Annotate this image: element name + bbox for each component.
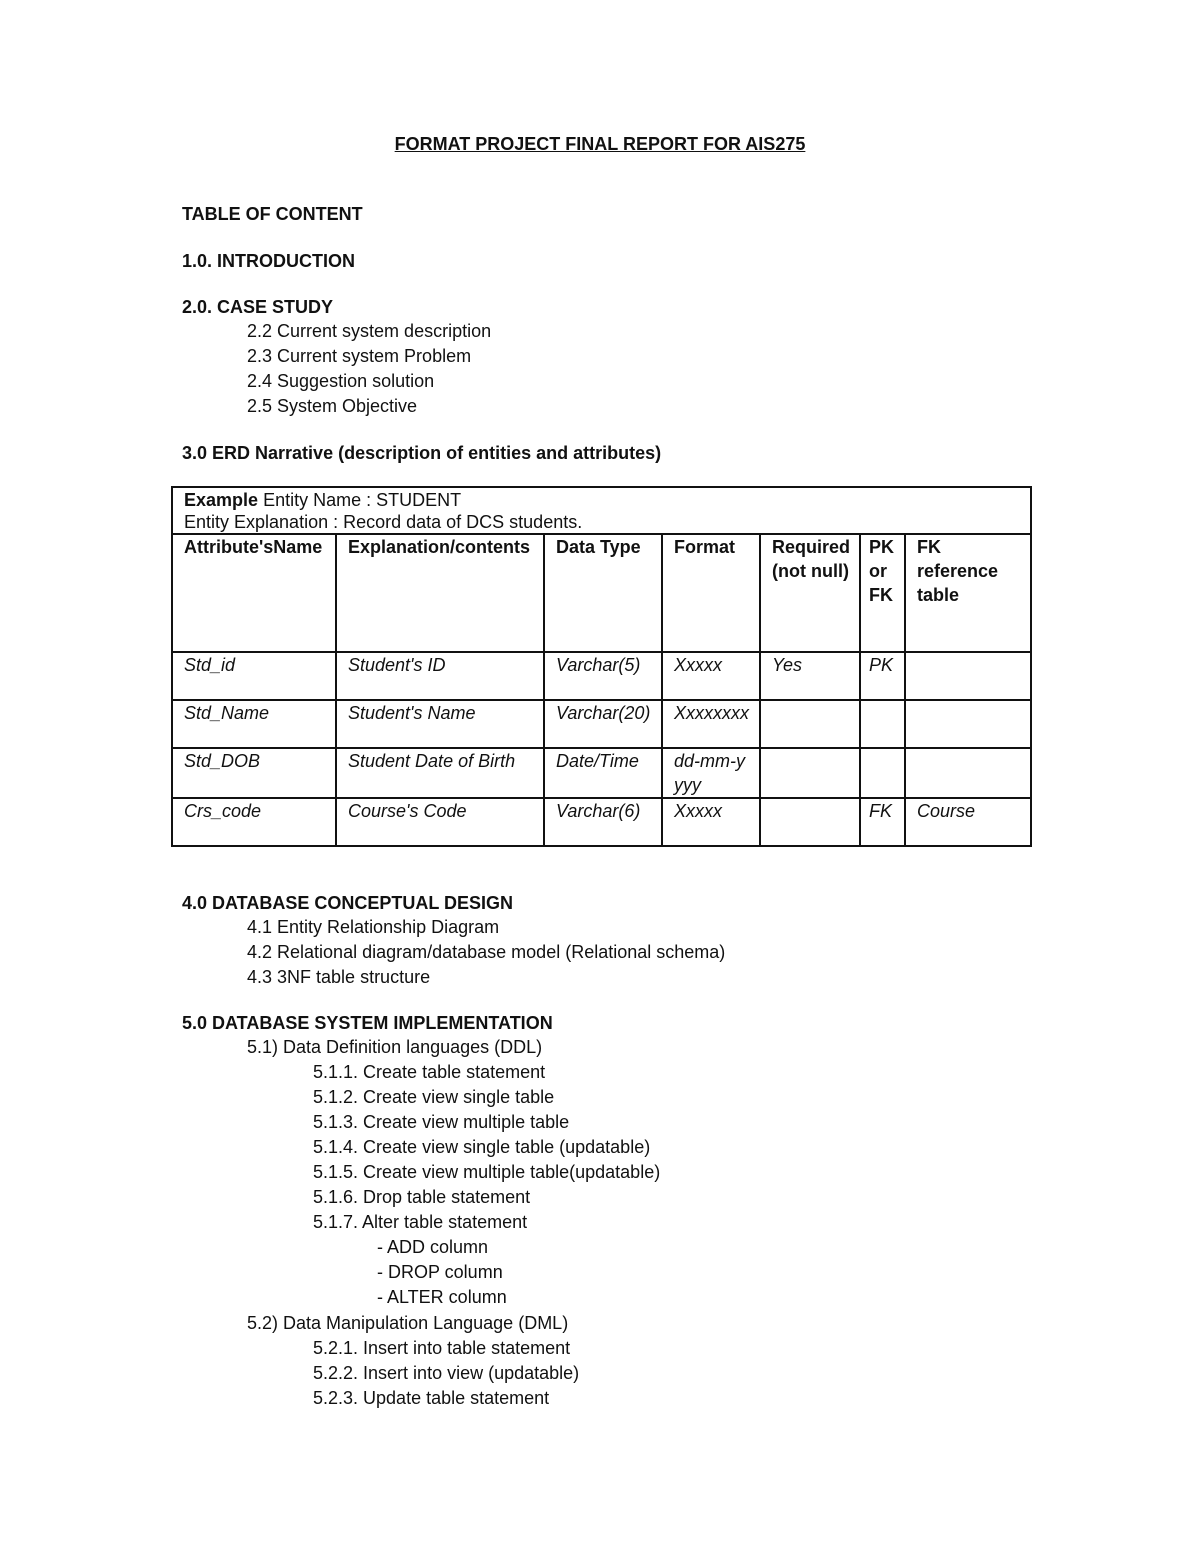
alter-item: - ADD column	[377, 1237, 489, 1257]
table-cell	[905, 700, 1031, 748]
entity-explanation: Entity Explanation : Record data of DCS students.	[184, 512, 583, 532]
table-cell: Varchar(6)	[544, 798, 662, 846]
case-study-item: 2.5 System Objective	[247, 396, 418, 416]
ddl-heading: 5.1) Data Definition languages (DDL)	[247, 1037, 543, 1057]
ddl-item: 5.1.7. Alter table statement	[313, 1212, 528, 1232]
alter-item: - DROP column	[377, 1262, 503, 1282]
ddl-item: 5.1.4. Create view single table (updatable)	[313, 1137, 651, 1157]
table-row	[172, 700, 1031, 748]
dml-heading: 5.2) Data Manipulation Language (DML)	[247, 1313, 569, 1333]
table-cell: PK	[860, 652, 905, 700]
dml-item: 5.2.2. Insert into view (updatable)	[313, 1363, 580, 1383]
case-study-item: 2.3 Current system Problem	[247, 346, 472, 366]
case-study-item: 2.2 Current system description	[247, 321, 492, 341]
required-header-text: Required (not null)	[772, 537, 851, 581]
table-cell: Std_id	[172, 652, 336, 700]
table-cell: Varchar(5)	[544, 652, 662, 700]
erd-example-table	[171, 486, 1032, 847]
column-header: Attribute'sName	[172, 534, 336, 652]
table-cell	[860, 700, 905, 748]
table-cell: Student Date of Birth	[336, 748, 544, 798]
table-cell: FK	[860, 798, 905, 846]
table-cell	[760, 798, 860, 846]
entity-caption	[172, 487, 1031, 534]
section-case-study-heading: 2.0. CASE STUDY	[182, 297, 334, 317]
table-cell: Xxxxx	[662, 798, 760, 846]
table-cell: Date/Time	[544, 748, 662, 798]
dml-item: 5.2.3. Update table statement	[313, 1388, 550, 1408]
ddl-item: 5.1.5. Create view multiple table(updatable)	[313, 1162, 661, 1182]
table-cell: Xxxxxxxx	[662, 700, 760, 748]
table-cell: dd-mm-yyyy	[662, 748, 760, 798]
table-cell: Student's ID	[336, 652, 544, 700]
table-cell: Crs_code	[172, 798, 336, 846]
table-cell: Course's Code	[336, 798, 544, 846]
table-cell	[760, 748, 860, 798]
table-header-row	[172, 534, 1031, 652]
section-implementation-heading: 5.0 DATABASE SYSTEM IMPLEMENTATION	[182, 1013, 553, 1033]
column-header: PK or FK	[860, 534, 905, 652]
case-study-item: 2.4 Suggestion solution	[247, 371, 435, 391]
column-header: Explanation/contents	[336, 534, 544, 652]
table-cell	[760, 700, 860, 748]
table-row	[172, 748, 1031, 798]
entity-caption-row	[172, 487, 1031, 534]
table-cell: Yes	[760, 652, 860, 700]
column-header: FK reference table	[905, 534, 1031, 652]
conceptual-design-item: 4.1 Entity Relationship Diagram	[247, 917, 500, 937]
ddl-item: 5.1.6. Drop table statement	[313, 1187, 531, 1207]
ddl-item: 5.1.3. Create view multiple table	[313, 1112, 570, 1132]
table-cell: Course	[905, 798, 1031, 846]
dml-item: 5.2.1. Insert into table statement	[313, 1338, 571, 1358]
toc-heading: TABLE OF CONTENT	[182, 204, 363, 224]
table-cell	[905, 652, 1031, 700]
example-label: Example	[184, 490, 259, 510]
table-cell	[860, 748, 905, 798]
ddl-item: 5.1.2. Create view single table	[313, 1087, 555, 1107]
column-header	[760, 534, 860, 652]
section-introduction-heading: 1.0. INTRODUCTION	[182, 251, 356, 271]
column-header: Data Type	[544, 534, 662, 652]
table-cell: Student's Name	[336, 700, 544, 748]
section-erd-narrative-heading: 3.0 ERD Narrative (description of entities and attributes)	[182, 443, 662, 463]
table-row	[172, 652, 1031, 700]
column-header: Format	[662, 534, 760, 652]
alter-item: - ALTER column	[377, 1287, 507, 1307]
entity-name: Entity Name : STUDENT	[263, 490, 462, 510]
table-cell: Std_Name	[172, 700, 336, 748]
table-cell: Xxxxx	[662, 652, 760, 700]
table-cell: Std_DOB	[172, 748, 336, 798]
table-row	[172, 798, 1031, 846]
conceptual-design-item: 4.3 3NF table structure	[247, 967, 431, 987]
ddl-item: 5.1.1. Create table statement	[313, 1062, 546, 1082]
section-conceptual-design-heading: 4.0 DATABASE CONCEPTUAL DESIGN	[182, 893, 514, 913]
table-cell	[905, 748, 1031, 798]
conceptual-design-item: 4.2 Relational diagram/database model (Relational schema)	[247, 942, 726, 962]
table-cell: Varchar(20)	[544, 700, 662, 748]
document-title: FORMAT PROJECT FINAL REPORT FOR AIS275	[394, 134, 806, 154]
